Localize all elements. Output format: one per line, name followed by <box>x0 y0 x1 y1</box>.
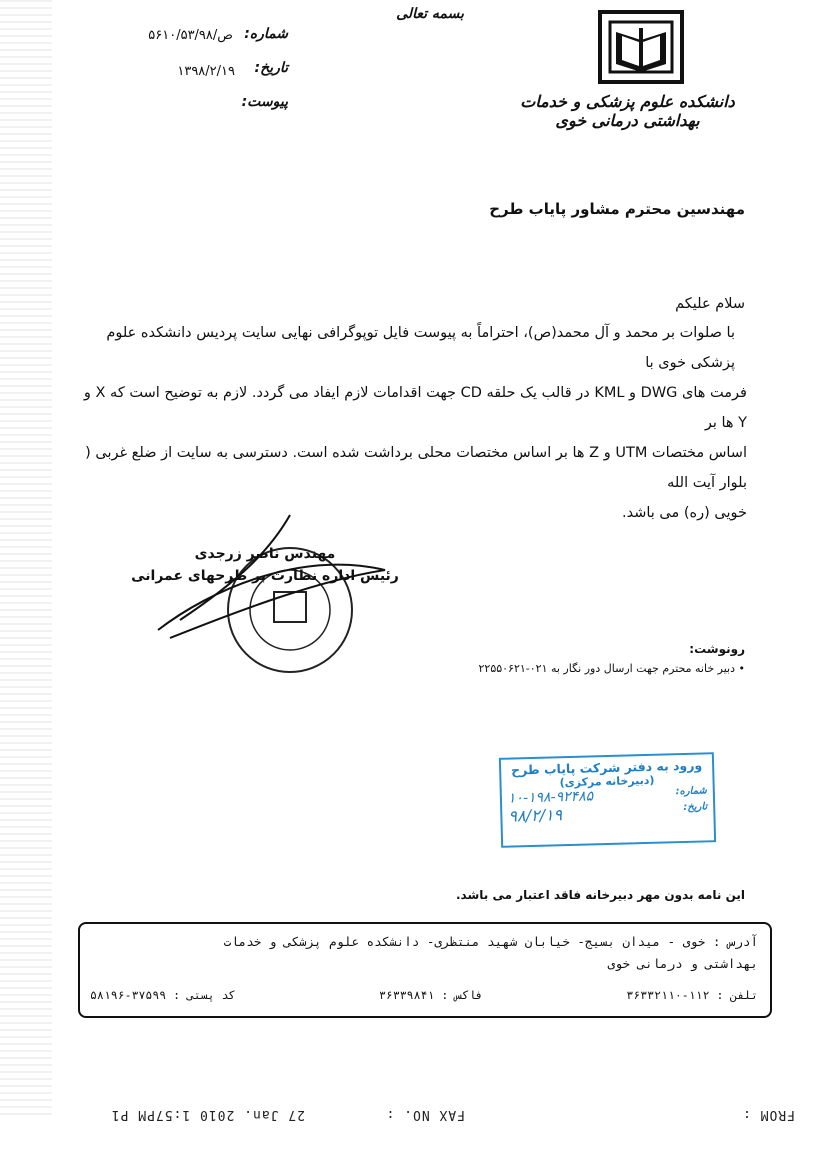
stamp-date: ۹۸/۲/۱۹ <box>508 805 563 826</box>
greeting: سلام علیکم <box>675 296 745 312</box>
stamp-date-label: تاریخ: <box>683 801 708 814</box>
body-line: با صلوات بر محمد و آل محمد(ص)، احتراماً به پیوست فایل توپوگرافی نهایی سایت پردیس دانشکده علوم پزشکی خوی با <box>106 325 735 371</box>
body-line: فرمت های DWG و KML در قالب یک حلقه CD جهت اقدامات لازم ایفاد می گردد. لازم به توضیح است که X و Y ها بر <box>83 385 747 431</box>
cc-item-text: دبیر خانه محترم جهت ارسال دور نگار به ۰۲۱-۲۲۵۵۰۶۲۱ <box>478 662 735 675</box>
address-line-1: آدرس : خوی - میدان بسیج- خیابان شهید منتظری- دانشکده علوم پزشکی و خدمات <box>223 934 758 949</box>
body-line: اساس مختصات UTM و Z ها بر اساس مختصات محلی برداشت شده است. دسترسی به سایت از ضلع غربی ( بلوار آیت الله <box>85 445 747 491</box>
recipient: مهندسین محترم مشاور پایاب طرح <box>489 200 745 218</box>
cc-item <box>470 662 745 675</box>
fax-number: FAX NO. : <box>385 1107 465 1122</box>
signature-block <box>130 543 400 587</box>
contact-row <box>90 988 758 1002</box>
stamp-number: ۱۰-۱۹۸-۹۲۴۸۵ <box>507 788 594 807</box>
cc-bullet-icon: • <box>738 662 745 675</box>
phone-value: ۱۱۲-۳۶۳۳۲۱۱۰ <box>626 988 710 1002</box>
validity-note: این نامه بدون مهر دبیرخانه فاقد اعتبار می باشد. <box>455 888 745 902</box>
fax-scan-edge <box>0 0 52 1120</box>
cc-label: رونوشت: <box>689 642 745 656</box>
university-logo <box>598 10 684 84</box>
fax-label: فاکس : <box>441 988 483 1002</box>
postal-value: ۳۷۵۹۹-۵۸۱۹۶ <box>90 988 167 1002</box>
phone <box>626 988 758 1002</box>
body-line: خویی (ره) می باشد. <box>622 505 747 521</box>
stamp-subtitle: (دبیرخانه مرکزی) <box>559 773 655 790</box>
fax-from: FROM : <box>742 1107 795 1122</box>
signer-title: رئیس اداره نظارت بر طرحهای عمرانی <box>131 568 399 584</box>
letter-motto: بسمه تعالی <box>396 6 464 22</box>
university-name: دانشکده علوم پزشکی و خدمات بهداشتی درمانی خوی <box>520 92 735 130</box>
postal-label: کد پستی : <box>173 988 236 1002</box>
book-emblem-icon <box>602 14 680 80</box>
fax <box>379 988 483 1002</box>
number-label: شماره: <box>244 26 288 42</box>
letter-date: ۱۳۹۸/۲/۱۹ <box>177 64 235 79</box>
date-label: تاریخ: <box>254 60 288 76</box>
reception-stamp <box>499 752 716 848</box>
letter-body <box>75 318 747 528</box>
attachment-label: پیوست: <box>241 94 288 110</box>
fax-transmission-header <box>95 1100 795 1122</box>
letter-number: ۵۶۱۰/۵۳/۹۸/ص <box>148 28 233 43</box>
stamp-number-label: شماره: <box>675 785 707 798</box>
signer-name: مهندس ناصر زرجدی <box>194 546 336 562</box>
fax-value: ۳۶۳۳۹۸۴۱ <box>378 988 435 1002</box>
footer-address-box <box>78 922 772 1018</box>
official-seal <box>150 510 400 680</box>
fax-datetime: 27 Jan. 2010 1:57PM P1 <box>110 1107 305 1122</box>
address-line-2: بهداشتی و درمانی خوی <box>607 956 758 971</box>
postal-code <box>90 988 235 1002</box>
phone-label: تلفن : <box>716 988 758 1002</box>
stamp-title: ورود به دفتر شرکت پایاب طرح <box>510 757 703 778</box>
